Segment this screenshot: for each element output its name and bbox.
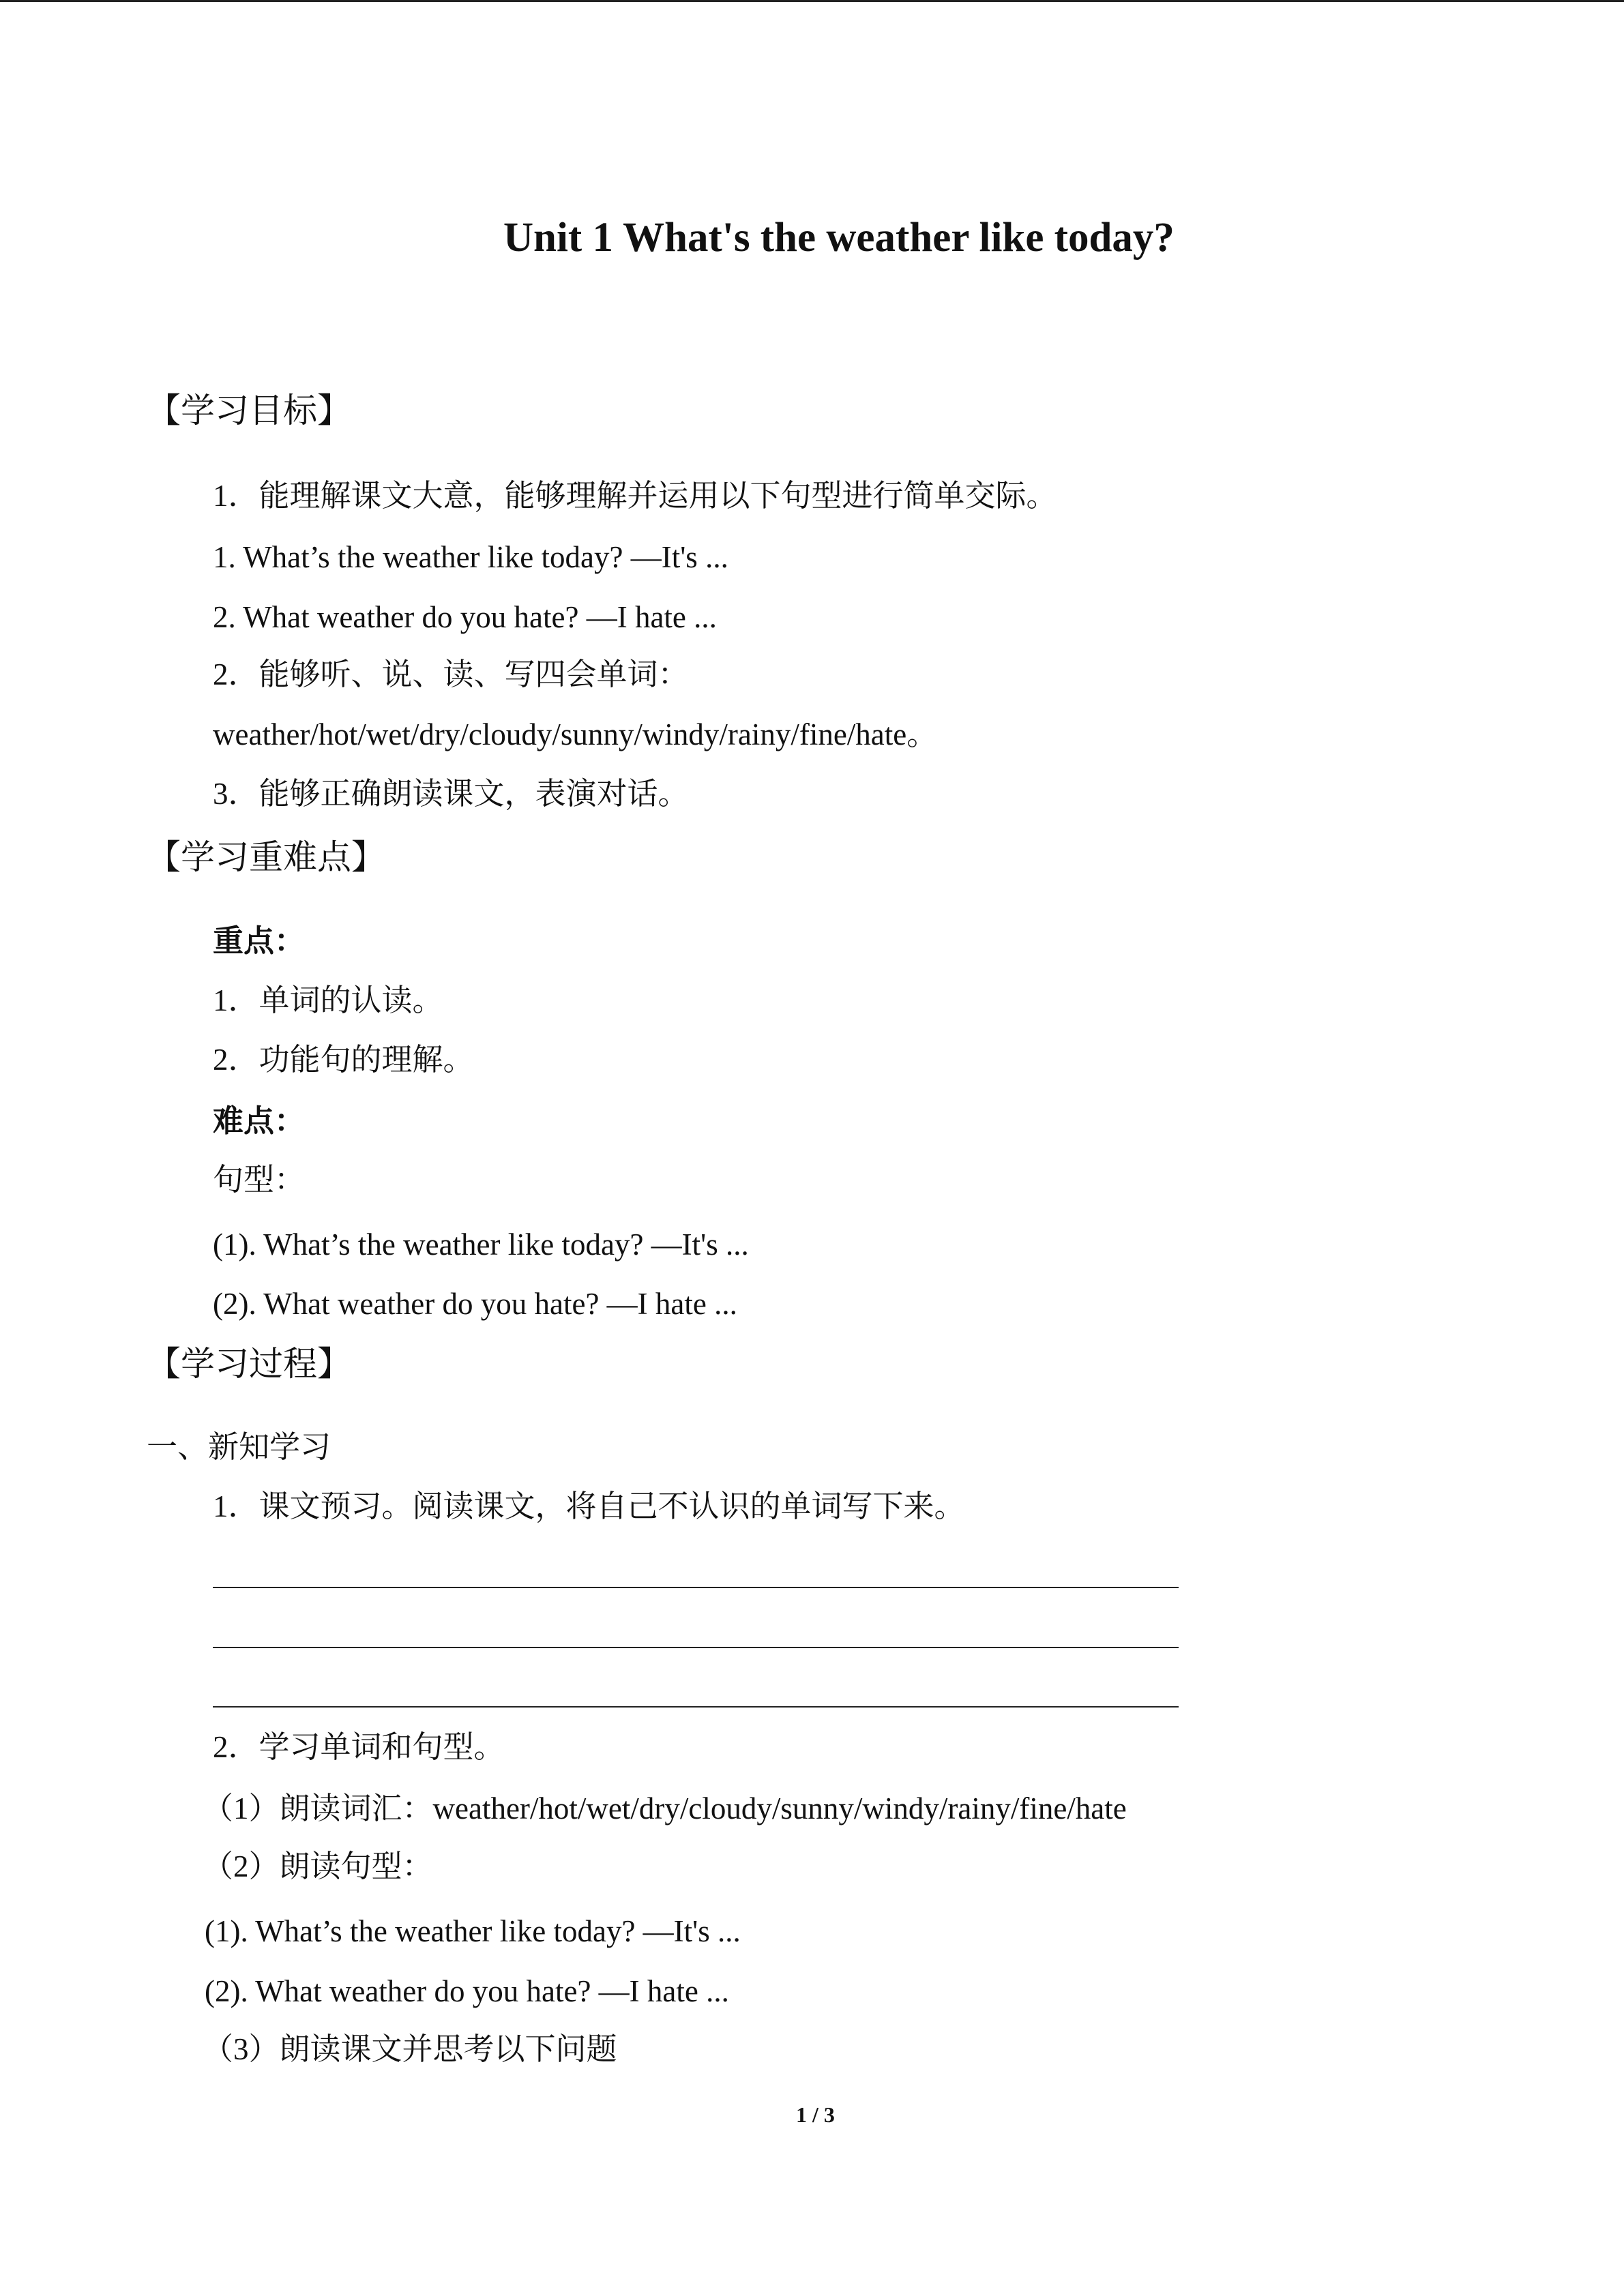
process-step-2: 2．学习单词和句型。 [213,1730,505,1764]
objective-line-1: 1．能理解课文大意，能够理解并运用以下句型进行简单交际。 [213,479,1057,513]
section-heading-key-points: 【学习重难点】 [147,837,385,877]
page-title: Unit 1 What's the weather like today? [503,215,1175,260]
process-pattern-item-2: (2). What weather do you hate? —I hate ... [205,1974,729,2008]
process-pattern-item-1: (1). What’s the weather like today? —It's ... [205,1914,741,1948]
pattern-item-1: (1). What’s the weather like today? —It's ... [213,1227,749,1262]
process-step-2-patterns-label: （2）朗读句型： [203,1849,433,1883]
objective-line-4: 2．能够听、说、读、写四会单词： [213,657,689,691]
answer-line-2[interactable] [213,1647,1179,1648]
objective-line-5: weather/hot/wet/dry/cloudy/sunny/windy/rainy/fine/hate。 [213,717,938,751]
process-step-2-vocabulary: （1）朗读词汇：weather/hot/wet/dry/cloudy/sunny/windy/rainy/fine/hate [203,1791,1127,1825]
section-heading-process: 【学习过程】 [147,1344,351,1384]
focus-item-1: 1．单词的认读。 [213,983,443,1017]
answer-line-3[interactable] [213,1706,1179,1708]
difficulty-label: 难点： [213,1104,306,1138]
objective-line-6: 3．能够正确朗读课文，表演对话。 [213,777,689,811]
answer-line-1[interactable] [213,1587,1179,1588]
objective-line-3: 2. What weather do you hate? —I hate ... [213,600,717,634]
focus-label: 重点： [213,924,306,958]
pattern-item-2: (2). What weather do you hate? —I hate ... [213,1287,737,1321]
pattern-label: 句型： [213,1163,306,1197]
focus-item-2: 2．功能句的理解。 [213,1043,474,1077]
objective-line-2: 1. What’s the weather like today? —It's ... [213,540,728,574]
page-top-border [0,0,1624,2]
process-step-1: 1．课文预习。阅读课文，将自己不认识的单词写下来。 [213,1489,965,1523]
process-step-2-questions: （3）朗读课文并思考以下问题 [203,2032,617,2066]
section-heading-objectives: 【学习目标】 [147,391,351,430]
process-part-1: 一、新知学习 [147,1430,331,1464]
page-number: 1 / 3 [796,2102,835,2127]
